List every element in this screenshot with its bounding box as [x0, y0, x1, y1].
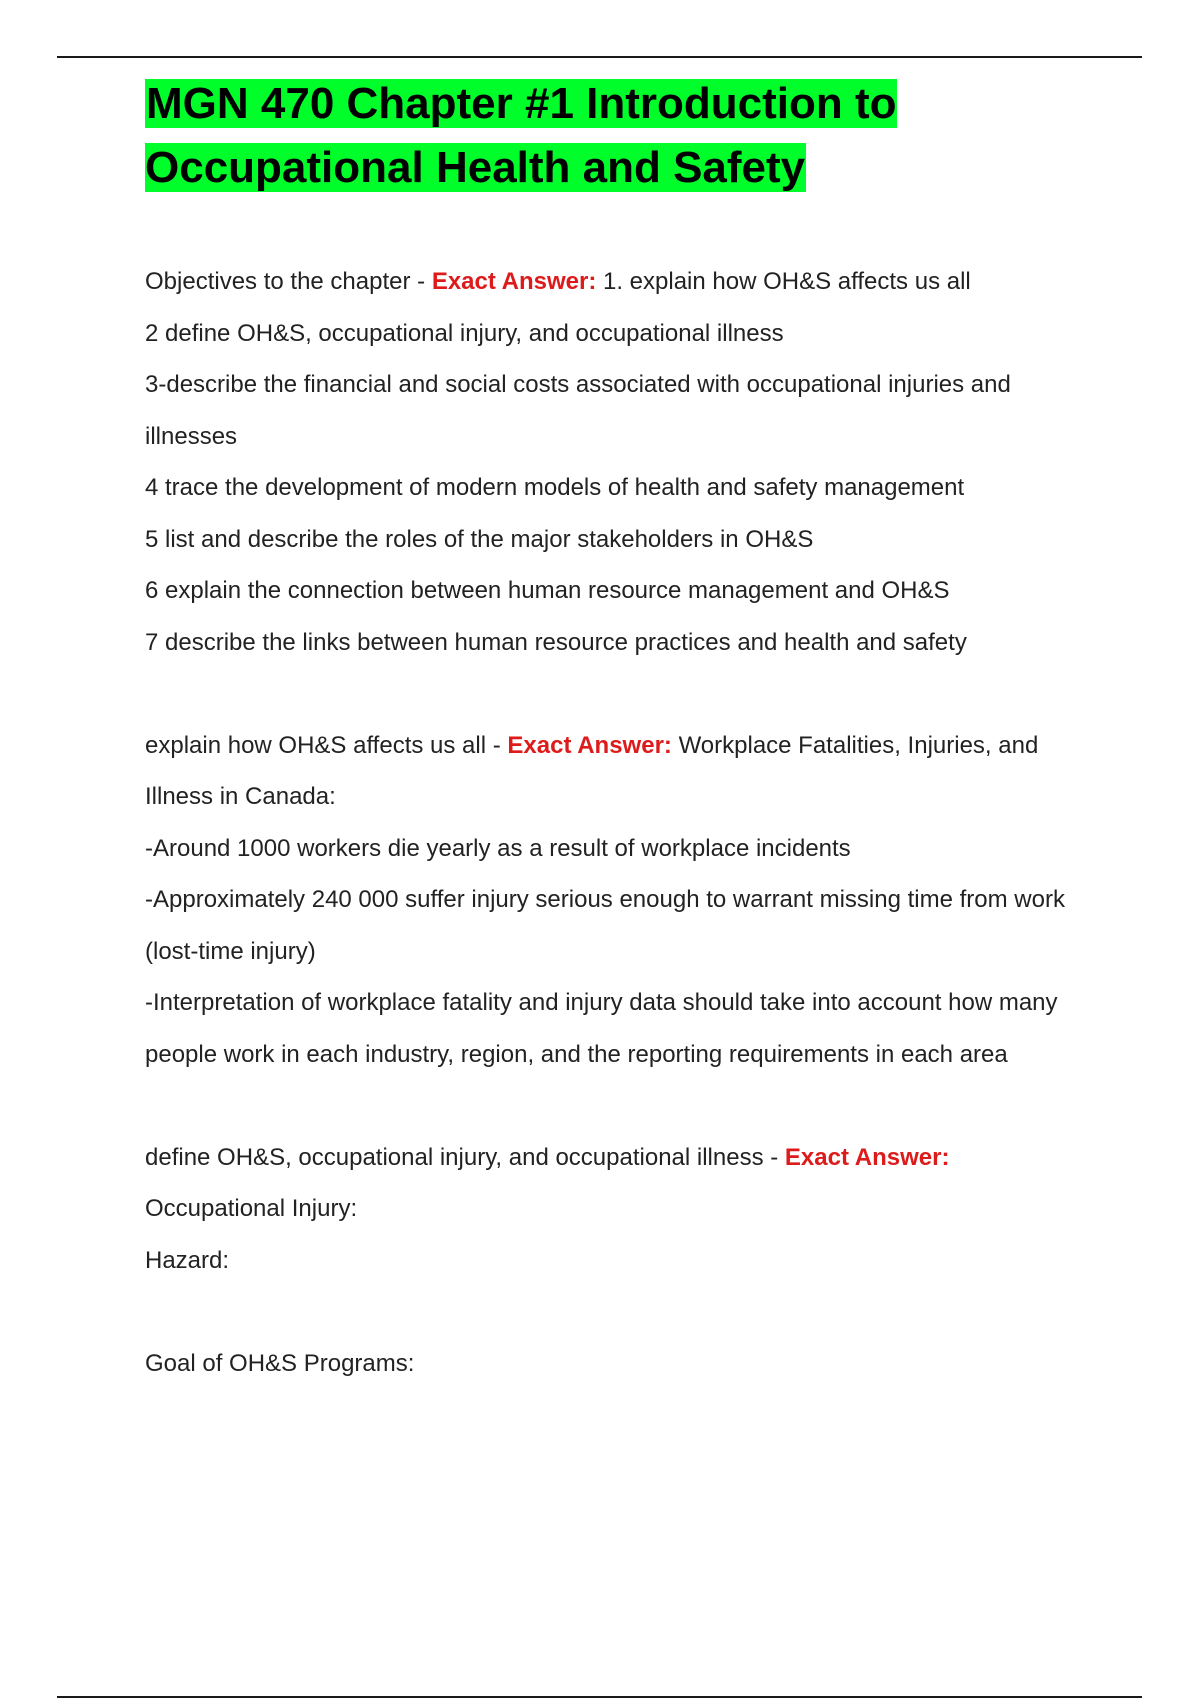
q1-question: Objectives to the chapter - — [145, 268, 432, 295]
q3-first-line — [145, 1132, 1095, 1184]
q1-line: 3-describe the financial and social costs associated with occupational injuries and illnesses — [145, 371, 1011, 450]
q1-answer-tag: Exact Answer: — [431, 268, 597, 295]
q2-answer-tag: Exact Answer: — [507, 731, 672, 759]
q1-line: 7 describe the links between human resource practices and health and safety — [145, 628, 967, 656]
q2-line: -Approximately 240 000 suffer injury serious enough to warrant missing time from work (lost-time injury) — [145, 886, 1065, 965]
q1-line: 6 explain the connection between human resource management and OH&S — [145, 577, 950, 604]
document-body — [145, 256, 1095, 1389]
q3-line: Hazard: — [145, 1246, 230, 1274]
q2-line: -Around 1000 workers die yearly as a result of workplace incidents — [145, 834, 851, 862]
q2-first-line — [145, 720, 1095, 823]
top-rule — [57, 56, 1142, 58]
q2-question: explain how OH&S affects us all - — [145, 731, 508, 759]
title-highlight: MGN 470 Chapter #1 Introduction to Occupational Health and Safety — [145, 79, 897, 192]
q3-answer-tag: Exact Answer: — [784, 1143, 950, 1171]
paragraph-gap — [145, 1286, 1095, 1338]
paragraph-gap — [145, 1080, 1095, 1132]
q1-first-line — [145, 256, 1095, 308]
q3-question: define OH&S, occupational injury, and occupational illness - — [145, 1143, 785, 1171]
q2-answer-first: Workplace Fatalities, Injuries, and Illness in Canada: — [145, 731, 1039, 810]
q1-line: 2 define OH&S, occupational injury, and occupational illness — [145, 319, 784, 347]
bottom-rule — [57, 1696, 1142, 1698]
q1-answer-first: 1. explain how OH&S affects us all — [596, 268, 971, 295]
q3-line: Occupational Injury: — [145, 1195, 358, 1222]
q1-line: 4 trace the development of modern models of health and safety management — [145, 474, 965, 501]
document-title — [145, 72, 1095, 200]
document-page — [145, 72, 1095, 1389]
q3-goal-line: Goal of OH&S Programs: — [145, 1349, 415, 1377]
q2-line: -Interpretation of workplace fatality and injury data should take into account how many people work in each industry, region, and the reporting requirements in each area — [145, 989, 1058, 1068]
paragraph-gap — [145, 668, 1095, 720]
q1-line: 5 list and describe the roles of the major stakeholders in OH&S — [145, 525, 814, 553]
